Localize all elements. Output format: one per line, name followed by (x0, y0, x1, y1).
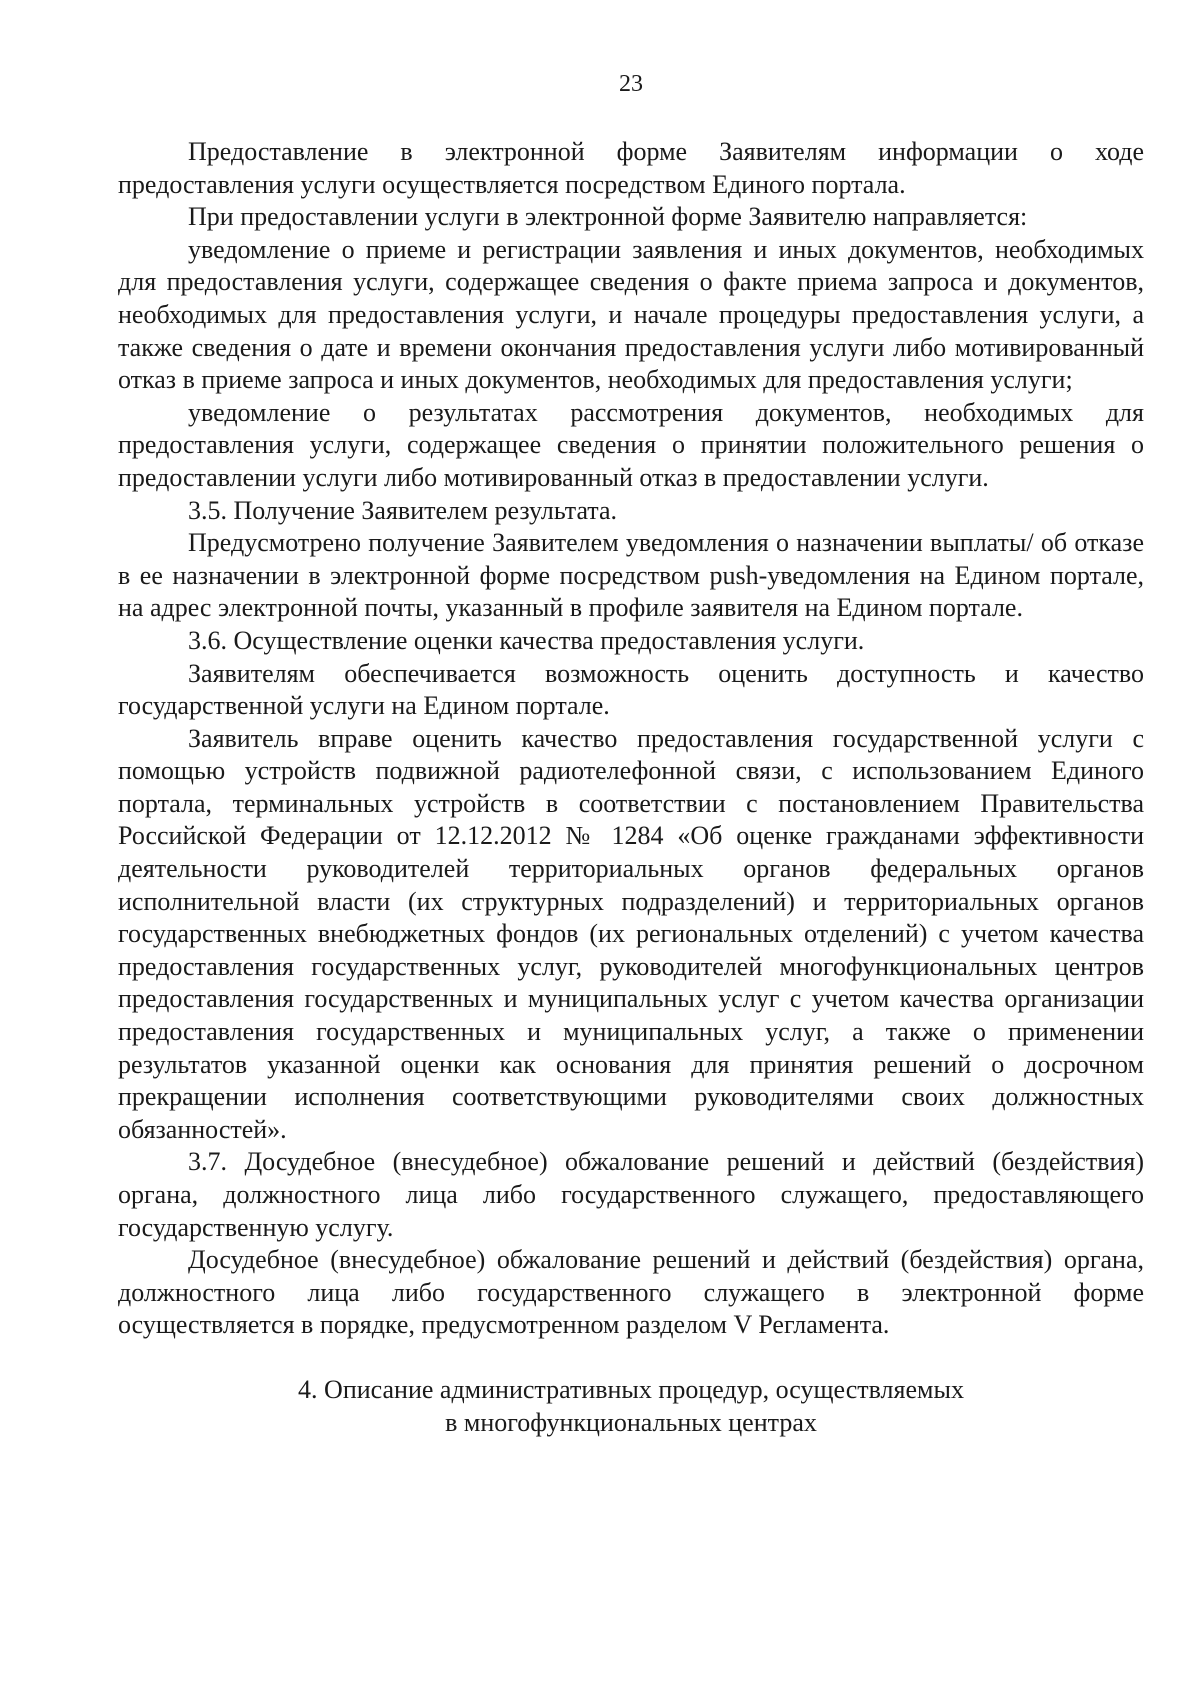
section-3-6-title: 3.6. Осуществление оценки качества предоставления услуги. (188, 625, 865, 655)
paragraph-quality-rating: Заявителям обеспечивается возможность оценить доступность и качество государственной услуги на Едином портале. (118, 658, 1144, 721)
paragraph-result-delivery: Предусмотрено получение Заявителем уведомления о назначении выплаты/ об отказе в ее назначении в электронной форме посредством push-уведомления на Едином портале, на адрес электронной почты, указанный в профиле заявителя на Едином портале. (118, 528, 1144, 623)
page-number: 23 (619, 71, 643, 97)
section-3-5-title: 3.5. Получение Заявителем результата. (188, 495, 618, 525)
section-3-7-title: 3.7. Досудебное (внесудебное) обжалование решений и действий (бездействия) органа, должностного лица либо государственного служащего, предоставляющего государственную услугу. (118, 1147, 1144, 1242)
section-4-heading (118, 1374, 1144, 1439)
paragraph-notifications-intro: При предоставлении услуги в электронной форме Заявителю направляется: (188, 202, 1028, 232)
paragraph-appeal-procedure: Досудебное (внесудебное) обжалование решений и действий (бездействия) органа, должностного лица либо государственного служащего в электронной форме осуществляется в порядке, предусмотренном разделом V Регламента. (118, 1245, 1144, 1340)
document-body (118, 136, 1144, 1342)
paragraph-rating-methods: Заявитель вправе оценить качество предоставления государственной услуги с помощью устройств подвижной радиотелефонной связи, с использованием Единого портала, терминальных устройств в соответствии с постановлением Правительства Российской Федерации от 12.12.2012 № 1284 «Об оценке гражданами эффективности деятельности руководителей территориальных органов федеральных органов исполнительной власти (их структурных подразделений) и территориальных органов государственных внебюджетных фондов (их региональных отделений) с учетом качества предоставления государственных услуг, руководителей многофункциональных центров предоставления государственных и муниципальных услуг с учетом качества организации предоставления государственных и муниципальных услуг, а также о применении результатов указанной оценки как основания для принятия решений о досрочном прекращении исполнения соответствующими руководителями своих должностных обязанностей». (118, 723, 1144, 1144)
section-4-heading-line-2: в многофункциональных центрах (445, 1407, 817, 1437)
paragraph-info-progress: Предоставление в электронной форме Заявителям информации о ходе предоставления услуги осуществляется посредством Единого портала. (118, 137, 1144, 199)
paragraph-receipt-notification: уведомление о приеме и регистрации заявления и иных документов, необходимых для предоставления услуги, содержащее сведения о факте приема запроса и документов, необходимых для предоставления услуги, и начале процедуры предоставления услуги, а также сведения о дате и времени окончания предоставления услуги либо мотивированный отказ в приеме запроса и иных документов, необходимых для предоставления услуги; (118, 234, 1144, 395)
paragraph-results-notification: уведомление о результатах рассмотрения документов, необходимых для предоставления услуги, содержащее сведения о принятии положительного решения о предоставлении услуги либо мотивированный отказ в предоставлении услуги. (118, 397, 1144, 492)
section-4-heading-line-1: 4. Описание административных процедур, осуществляемых (298, 1374, 964, 1404)
